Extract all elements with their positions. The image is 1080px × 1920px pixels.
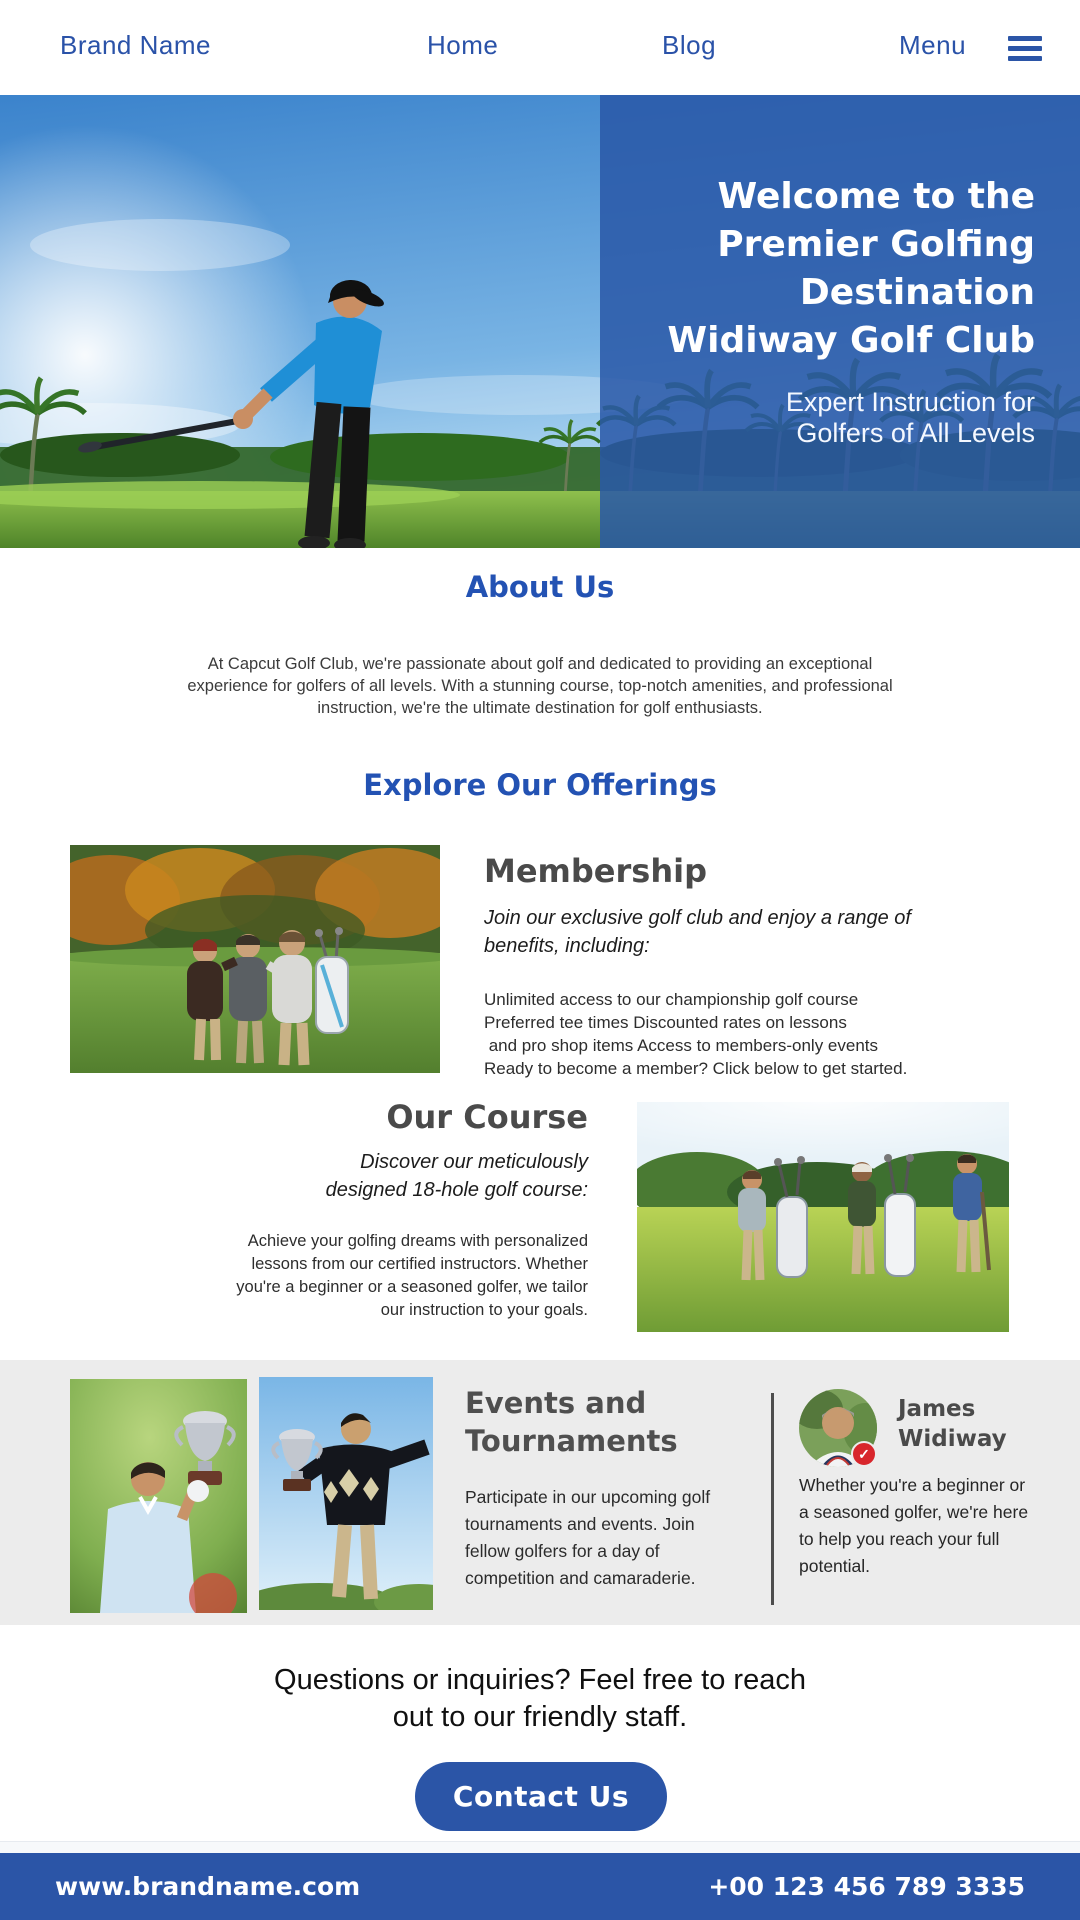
verified-check-icon (851, 1441, 877, 1467)
events-section (0, 1360, 1080, 1625)
course-section (140, 1098, 588, 1322)
testimonial-name: James Widiway (898, 1396, 1007, 1452)
hamburger-bar (1008, 46, 1042, 51)
top-nav (0, 0, 1080, 95)
footer-website: www.brandname.com (55, 1872, 361, 1901)
contact-prompt: Questions or inquiries? Feel free to reach out to our friendly staff. (274, 1664, 806, 1733)
membership-photo (70, 845, 440, 1073)
brand-name[interactable]: Brand Name (60, 30, 211, 60)
events-heading: Events and Tournaments (465, 1386, 678, 1458)
membership-benefits: Unlimited access to our championship golf course Preferred tee times Discounted rates on lessons and pro shop items Access to members-only events Ready to become a member? Click below to get started. (484, 990, 908, 1078)
hero-text-block (667, 173, 1035, 449)
footer-top-strip (0, 1841, 1080, 1853)
trophy-winner-photo (70, 1379, 247, 1613)
hero-section (0, 95, 1080, 548)
offerings-heading: Explore Our Offerings (363, 768, 717, 802)
footer-bar (0, 1853, 1080, 1920)
about-paragraph: At Capcut Golf Club, we're passionate about golf and dedicated to providing an exceptional experience for golfers of all levels. With a stunning course, top-notch amenities, and professional instruction, we're the ultimate destination for golf enthusiasts. (187, 655, 893, 717)
contact-us-button[interactable]: Contact Us (415, 1762, 667, 1831)
membership-heading: Membership (484, 852, 707, 890)
hero-title: Welcome to the Premier Golfing Destination Widiway Golf Club (667, 176, 1035, 361)
hamburger-icon[interactable] (1008, 36, 1042, 66)
footer-phone: +00 123 456 789 3335 (708, 1872, 1025, 1901)
events-text-block (465, 1384, 745, 1592)
vertical-divider (771, 1393, 774, 1605)
hero-subtitle: Expert Instruction for Golfers of All Levels (785, 387, 1035, 448)
argyle-trophy-photo (259, 1377, 433, 1610)
hamburger-bar (1008, 36, 1042, 41)
course-heading: Our Course (386, 1098, 588, 1136)
membership-section (484, 852, 1044, 1080)
membership-subtitle: Join our exclusive golf club and enjoy a range of benefits, including: (484, 907, 911, 957)
nav-item-home[interactable]: Home (427, 30, 499, 60)
course-photo (637, 1102, 1009, 1332)
nav-item-menu[interactable]: Menu (899, 30, 967, 60)
course-subtitle: Discover our meticulously designed 18-hole golf course: (325, 1151, 588, 1201)
check-glyph: ✓ (858, 1445, 870, 1462)
nav-item-blog[interactable]: Blog (662, 30, 717, 60)
hamburger-bar (1008, 56, 1042, 61)
about-heading: About Us (465, 570, 615, 604)
testimonial-quote: Whether you're a beginner or a seasoned golfer, we're here to help you reach your full potential. (799, 1475, 1029, 1576)
events-description: Participate in our upcoming golf tournaments and events. Join fellow golfers for a day of competition and camaraderie. (465, 1487, 711, 1588)
course-description: Achieve your golfing dreams with personalized lessons from our certified instructors. Whether you're a beginner or a seasoned golfer, we tailor our instruction to your goals. (236, 1232, 588, 1319)
